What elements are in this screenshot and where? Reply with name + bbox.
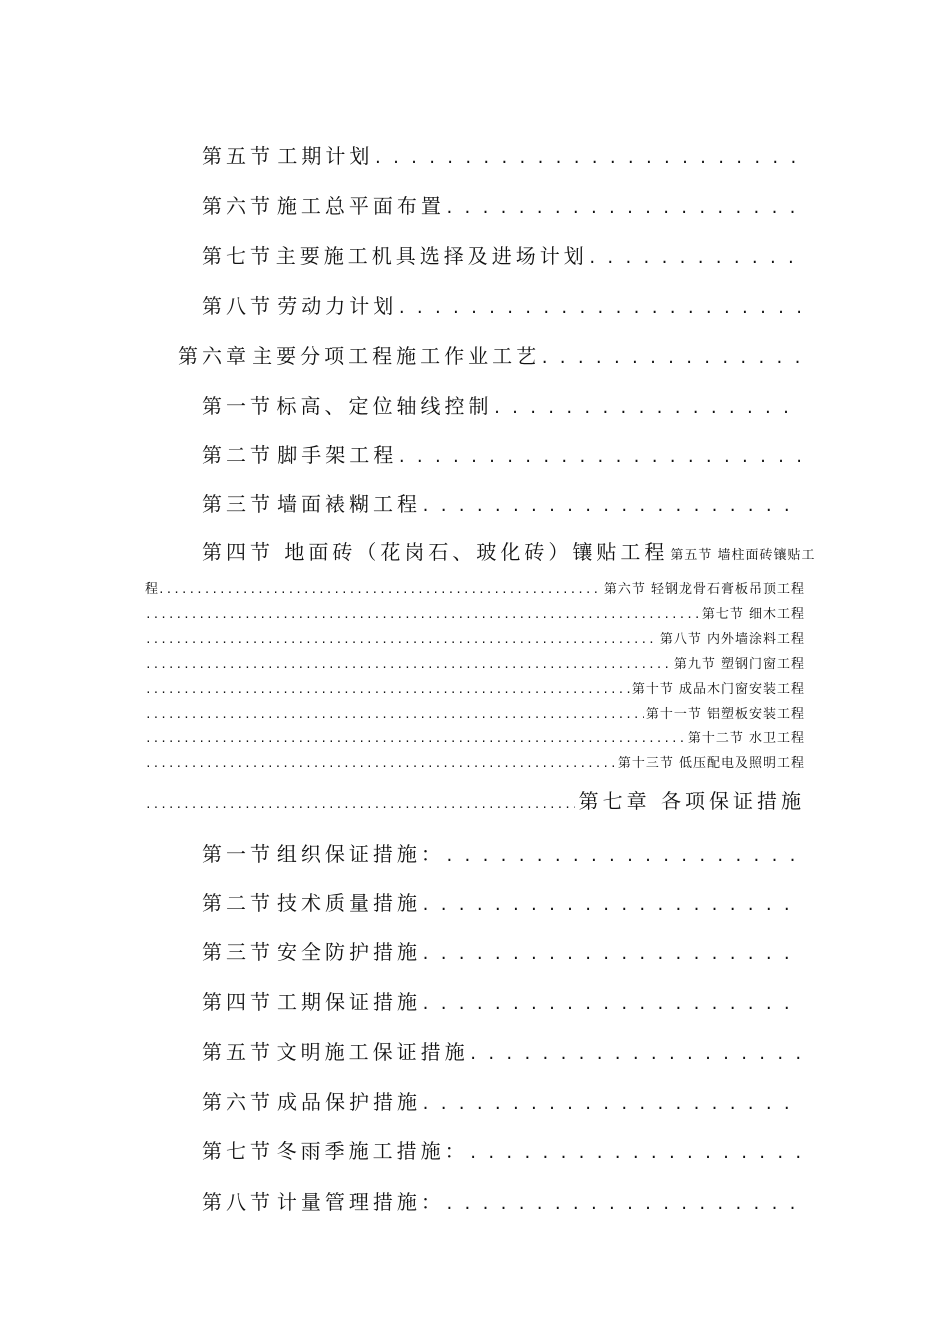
toc-entry	[202, 1086, 800, 1115]
toc-chapter-title: 主要分项工程施工作业工艺	[252, 344, 541, 368]
dot-leader	[145, 658, 672, 671]
toc-section-title: 文明施工保证措施	[276, 1040, 469, 1064]
toc-chapter-number: 第六章	[178, 344, 250, 368]
toc-entry	[202, 838, 800, 867]
dot-leader	[145, 708, 644, 721]
toc-section-title: 第十一节 铝塑板安装工程	[645, 707, 805, 722]
toc-section-number: 第七节	[202, 244, 274, 268]
dot-leader	[540, 349, 800, 367]
toc-section-title: 标高、定位轴线控制	[276, 394, 493, 418]
dot-leader	[158, 583, 602, 596]
dot-leader	[421, 497, 800, 515]
dot-leader	[445, 199, 800, 217]
dot-leader	[421, 945, 800, 963]
toc-section-title: 劳动力计划	[277, 294, 398, 318]
toc-section-title: 成品保护措施	[277, 1090, 422, 1114]
toc-entry-small	[145, 727, 805, 746]
toc-entry	[202, 390, 800, 419]
toc-entry	[202, 290, 800, 319]
toc-entry-small	[145, 628, 805, 647]
toc-entry	[202, 986, 800, 1015]
dot-leader	[145, 798, 575, 811]
dot-leader	[421, 896, 800, 914]
toc-entry-mixed	[202, 536, 816, 565]
toc-section-title: 主要施工机具选择及进场计划	[275, 244, 588, 268]
dot-leader	[145, 683, 630, 696]
toc-entry-small	[145, 578, 805, 597]
toc-section-title: 施工总平面布置	[276, 194, 445, 218]
toc-section-number: 第二节	[202, 891, 274, 915]
dot-leader	[588, 249, 800, 267]
toc-section-number: 第七节	[202, 1139, 274, 1163]
toc-section-title: 第九节 塑钢门窗工程	[673, 657, 805, 672]
toc-entry-small	[145, 752, 805, 771]
toc-entry-small	[145, 678, 805, 697]
toc-prefix: 程	[145, 582, 159, 597]
toc-section-number: 第三节	[202, 940, 274, 964]
toc-section-title: 第十二节 水卫工程	[687, 731, 805, 746]
toc-section-title: 技术质量措施	[277, 891, 422, 915]
dot-leader	[445, 847, 800, 865]
dot-leader	[145, 732, 686, 745]
toc-section-title: 第十三节 低压配电及照明工程	[617, 756, 805, 771]
toc-section-number: 第三节	[202, 492, 274, 516]
dot-leader	[445, 1195, 800, 1213]
toc-entry	[202, 488, 800, 517]
toc-section-title: 墙面裱糊工程	[277, 492, 422, 516]
toc-section-number: 第一节	[202, 842, 274, 866]
dot-leader	[145, 757, 616, 770]
toc-section-number: 第六节	[202, 1090, 274, 1114]
toc-section-title: 第八节 内外墙涂料工程	[659, 632, 805, 647]
toc-section-number: 第二节	[202, 443, 274, 467]
dot-leader	[469, 1045, 800, 1063]
toc-section-title: 组织保证措施：	[276, 842, 445, 866]
toc-entry-small	[145, 603, 805, 622]
dot-leader	[373, 149, 800, 167]
toc-entry-small	[145, 653, 805, 672]
toc-section-number: 第八节	[202, 294, 274, 318]
toc-entry	[202, 887, 800, 916]
toc-section-title: 第七节 细木工程	[701, 607, 805, 622]
toc-section-title: 工期保证措施	[277, 990, 422, 1014]
toc-section-number: 第八节	[202, 1190, 274, 1214]
dot-leader	[469, 1144, 800, 1162]
toc-entry	[202, 1036, 800, 1065]
toc-section-title: 安全防护措施	[277, 940, 422, 964]
toc-section-title: 计量管理措施：	[276, 1190, 445, 1214]
dot-leader	[492, 399, 800, 417]
toc-section-number: 第六节	[202, 194, 274, 218]
toc-entry-small	[145, 703, 805, 722]
toc-entry	[202, 190, 800, 219]
toc-entry	[202, 140, 800, 169]
toc-section-title: 第六节 轻钢龙骨石膏板吊顶工程	[603, 582, 805, 597]
toc-entry	[202, 1135, 800, 1164]
toc-entry	[202, 1186, 800, 1215]
toc-section-title: 第四节 地面砖（花岗石、玻化砖）镶贴工程	[202, 540, 669, 564]
dot-leader	[397, 299, 800, 317]
toc-section-title: 冬雨季施工措施：	[276, 1139, 469, 1163]
toc-section-number: 第五节	[202, 144, 274, 168]
dot-leader	[421, 995, 800, 1013]
toc-section-title-small: 第五节 墙柱面砖镶贴工	[670, 548, 816, 563]
toc-section-title: 工期计划	[277, 144, 374, 168]
dot-leader	[145, 608, 700, 621]
toc-section-number: 第五节	[202, 1040, 274, 1064]
toc-chapter-entry	[145, 785, 805, 814]
toc-section-title: 第十节 成品木门窗安装工程	[631, 682, 805, 697]
toc-chapter-entry	[178, 340, 800, 369]
toc-chapter-title: 第七章 各项保证措施	[578, 789, 805, 813]
toc-section-title: 脚手架工程	[277, 443, 398, 467]
toc-section-number: 第一节	[202, 394, 274, 418]
dot-leader	[397, 448, 800, 466]
toc-section-number: 第四节	[202, 990, 274, 1014]
dot-leader	[421, 1095, 800, 1113]
toc-entry	[202, 240, 800, 269]
toc-entry	[202, 439, 800, 468]
dot-leader	[145, 633, 658, 646]
toc-entry	[202, 936, 800, 965]
